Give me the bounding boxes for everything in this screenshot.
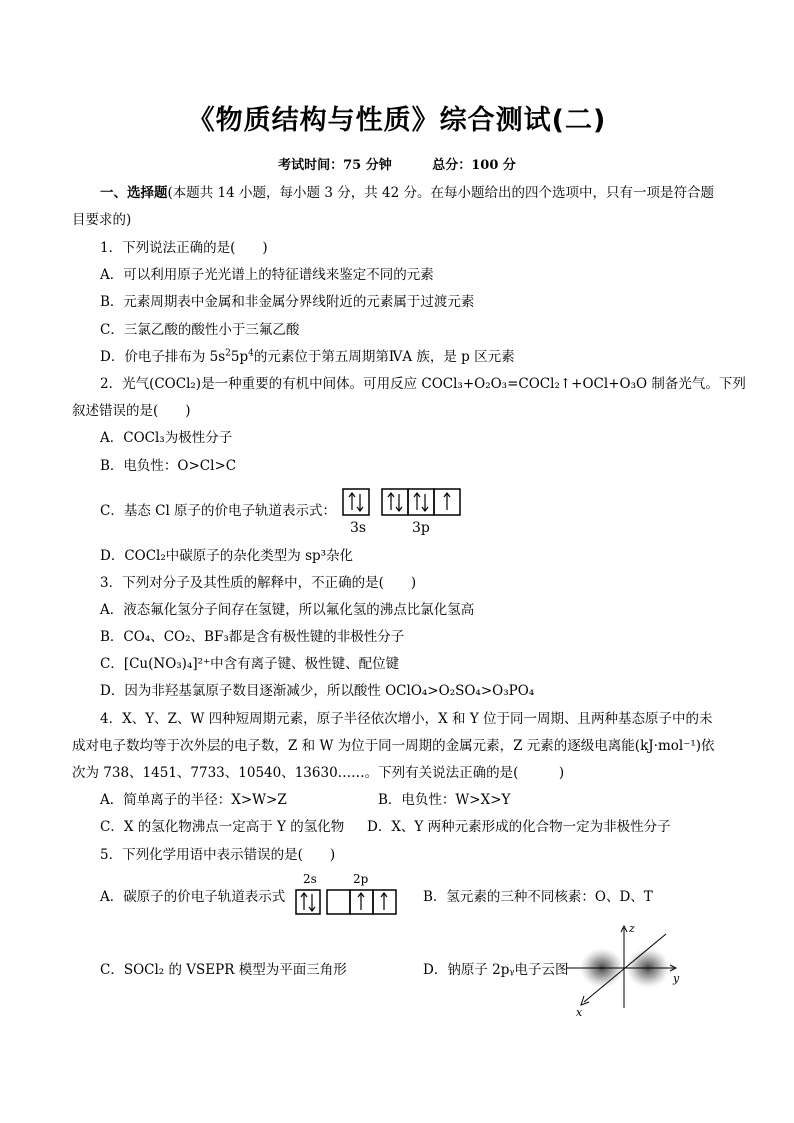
- axis-z-label: z: [629, 922, 635, 935]
- q1-d-sup1: 2: [225, 348, 231, 359]
- q1-option-b: B．元素周期表中金属和非金属分界线附近的元素属于过渡元素: [100, 294, 475, 310]
- q1-d-pre: D．价电子排布为 5s: [100, 349, 226, 365]
- q4-stem-line1: 4．X、Y、Z、W 四种短周期元素，原子半径依次增小，X 和 Y 位于同一周期、且两种基态原子中的未: [100, 711, 713, 727]
- q5-d-formula: 2pᵧ: [492, 962, 515, 978]
- q5-option-b: B．氢元素的三种不同核素：O、D、T: [423, 889, 653, 905]
- page-title: 《物质结构与性质》综合测试(二): [187, 105, 607, 136]
- q5-option-c: [100, 960, 347, 980]
- q2-option-b: B．电负性：O>Cl>C: [100, 458, 237, 474]
- q1-stem: 1．下列说法正确的是( ): [100, 240, 268, 256]
- axis-x-label: x: [576, 1006, 583, 1019]
- q4-option-b: B．电负性：W>X>Y: [378, 792, 511, 808]
- q4-stem-line3: 次为 738、1451、7733、10540、13630……。下列有关说法正确的是( ): [72, 765, 565, 781]
- q5-option-d: [423, 960, 568, 980]
- cl-orbital-diagram: [342, 488, 472, 540]
- section1-head: 一、选择题: [100, 185, 168, 201]
- q5-d-pre: D．钠原子: [423, 962, 493, 978]
- q3-option-c: C．[Cu(NO₃)₄]²⁺中含有离子键、极性键、配位键: [100, 656, 400, 672]
- q5-c-formula: SOCl₂: [123, 962, 165, 978]
- q4-option-a: A．简单离子的半径：X>W>Z: [100, 792, 287, 808]
- q3-stem: 3．下列对分子及其性质的解释中，不正确的是( ): [100, 575, 417, 591]
- q1-d-post: 的元素位于第五周期第ⅣA 族，是 p 区元素: [253, 349, 515, 365]
- q3-option-b: B．CO₄、CO₂、BF₃都是含有极性键的非极性分子: [100, 629, 405, 645]
- cl-3p-label: 3p: [412, 520, 430, 536]
- q1-option-c: C．三氯乙酸的酸性小于三氟乙酸: [100, 322, 300, 338]
- q1-d-mid: 5p: [230, 349, 249, 365]
- axis-y-label: y: [673, 972, 680, 985]
- q5-c-post: 的 VSEPR 模型为平面三角形: [164, 962, 347, 978]
- section1-desc-cont: 目要求的): [72, 212, 132, 228]
- q2-stem-line1: 2．光气(COCl₂)是一种重要的有机中间体。可用反应 COCl₃+O₂O₃=COCl₂↑+OCl+O₃O 制备光气。下列: [100, 376, 746, 392]
- cl-3s-label: 3s: [350, 520, 367, 536]
- q4-option-d: D．X、Y 两种元素形成的化合物一定为非极性分子: [367, 819, 671, 835]
- exam-info: [0, 154, 794, 173]
- q1-d-sup2: 4: [248, 348, 254, 359]
- electron-cloud-diagram: [566, 920, 686, 1020]
- c-2p-label: 2p: [353, 872, 369, 886]
- q2-stem-line2: 叙述错误的是( ): [72, 403, 191, 419]
- q2-option-d: D．COCl₂中碳原子的杂化类型为 sp³杂化: [100, 548, 354, 564]
- q5-c-pre: C．: [100, 962, 124, 978]
- q1-option-a: A．可以利用原子光光谱上的特征谱线来鉴定不同的元素: [100, 267, 434, 283]
- q2-option-c: C．基态 Cl 原子的价电子轨道表示式：: [100, 503, 337, 519]
- total-score: 总分：100 分: [432, 158, 516, 173]
- exam-time: 考试时间：75 分钟: [278, 158, 392, 173]
- section1-header: [100, 183, 714, 203]
- section1-desc: (本题共 14 小题，每小题 3 分，共 42 分。在每小题给出的四个选项中，只有一项是符合题: [167, 185, 714, 201]
- c-orbital-diagram: [295, 872, 399, 918]
- q5-stem: 5．下列化学用语中表示错误的是( ): [100, 847, 336, 863]
- q5-d-post: 电子云图: [514, 962, 569, 978]
- q1-option-d: [100, 347, 515, 367]
- q4-stem-line2: 成对电子数均等于次外层的电子数，Z 和 W 为位于同一周期的金属元素，Z 元素的逐级电离能(kJ·mol⁻¹)依: [72, 738, 715, 754]
- c-2s-label: 2s: [303, 872, 317, 886]
- q2-option-a: A．COCl₃为极性分子: [100, 430, 233, 446]
- q3-option-d: D．因为非羟基氯原子数目逐渐减少，所以酸性 OClO₄>O₂SO₄>O₃PO₄: [100, 683, 535, 699]
- q3-option-a: A．液态氟化氢分子间存在氢键，所以氟化氢的沸点比氯化氢高: [100, 602, 475, 618]
- q4-option-c: C．X 的氢化物沸点一定高于 Y 的氢化物: [100, 819, 345, 835]
- q5-option-a: A．碳原子的价电子轨道表示式: [100, 889, 286, 905]
